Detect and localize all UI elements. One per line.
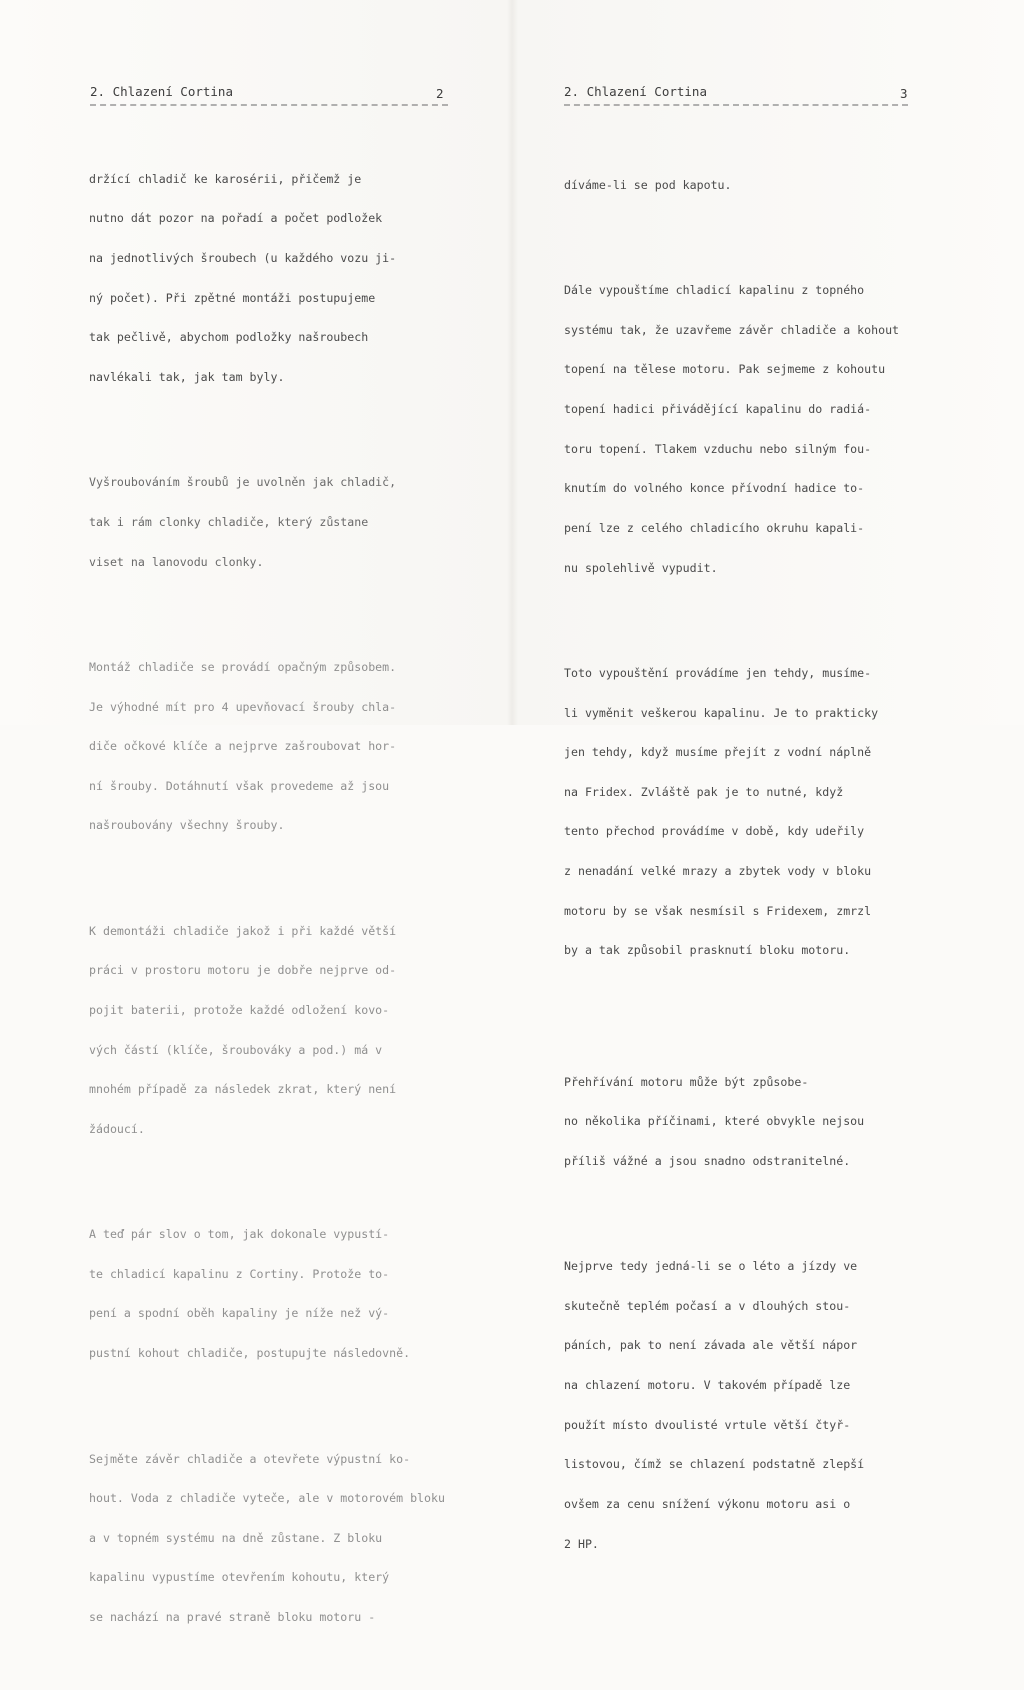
- text-line: Vyšroubováním šroubů je uvolněn jak chladič,: [89, 475, 397, 490]
- right-paragraph-5: [564, 1234, 899, 1577]
- text-line: by a tak způsobil prasknutí bloku motoru.: [564, 943, 851, 958]
- left-paragraph-6: [89, 1426, 445, 1650]
- text-line: tento přechod provádíme v době, kdy udeřily: [564, 824, 865, 839]
- text-line: li vyměnit veškerou kapalinu. Je to prakticky: [564, 705, 879, 720]
- left-paragraph-1: [89, 146, 445, 410]
- text-line: pojit baterii, protože každé odložení kovo-: [89, 1003, 390, 1017]
- text-line: páních, pak to není závada ale větší nápor: [564, 1338, 858, 1353]
- text-line: Toto vypouštění provádíme jen tehdy, musíme-: [564, 665, 872, 680]
- text-line: knutím do volného konce přívodní hadice to-: [564, 481, 865, 496]
- text-line: jen tehdy, když musíme přejít z vodní náplně: [564, 745, 872, 760]
- right-paragraph-4: [564, 1049, 899, 1194]
- text-line: a v topném systému na dně zůstane. Z bloku: [89, 1530, 383, 1545]
- right-page-number: 3: [900, 86, 908, 101]
- text-line: díváme-li se pod kapotu.: [564, 177, 732, 192]
- text-line: K demontáži chladiče jakož i při každé větší: [89, 923, 397, 938]
- text-line: pustní kohout chladiče, postupujte následovně.: [89, 1346, 411, 1361]
- text-line: na Fridex. Zvláště pak je to nutné, když: [564, 784, 844, 799]
- right-page-header: 2. Chlazení Cortina: [564, 84, 707, 99]
- left-paragraph-2: [89, 450, 445, 595]
- text-line: nu spolehlivě vypudit.: [564, 560, 718, 575]
- text-line: žádoucí.: [89, 1121, 145, 1136]
- text-line: diče očkové klíče a nejprve zašroubovat hor-: [89, 739, 397, 754]
- text-line: práci v prostoru motoru je dobře nejprve od-: [89, 963, 397, 978]
- text-line: tak i rám clonky chladiče, který zůstane: [89, 514, 369, 529]
- text-line: topení na tělese motoru. Pak sejmeme z kohoutu: [564, 362, 886, 377]
- text-line: hout. Voda z chladiče vyteče, ale v motorovém bloku: [89, 1491, 445, 1506]
- text-line: ní šrouby. Dotáhnutí však provedeme až jsou: [89, 778, 390, 793]
- left-page: [0, 0, 512, 1624]
- text-line: Přehřívání motoru může být způsobe-: [564, 1074, 809, 1089]
- text-line: no několika příčinami, které obvykle nejsou: [564, 1114, 865, 1129]
- text-line: kapalinu vypustíme otevřením kohoutu, který: [89, 1570, 390, 1585]
- text-line: držící chladič ke karosérii, přičemž je: [89, 171, 362, 186]
- text-line: A teď pár slov o tom, jak dokonale vypustí-: [89, 1227, 390, 1242]
- left-page-header: 2. Chlazení Cortina: [90, 84, 233, 99]
- text-line: tak pečlivě, abychom podložky našroubech: [89, 330, 369, 345]
- text-line: navlékali tak, jak tam byly.: [89, 369, 285, 384]
- right-page: [512, 0, 1024, 1551]
- left-page-number: 2: [436, 86, 444, 101]
- text-line: listovou, čímž se chlazení podstatně zlepší: [564, 1457, 865, 1472]
- left-paragraph-3: [89, 635, 445, 859]
- text-line: Sejměte závěr chladiče a otevřete výpustní ko-: [89, 1451, 411, 1466]
- left-header-rule: [90, 104, 448, 106]
- text-line: topení hadici přivádějící kapalinu do radiá-: [564, 402, 872, 417]
- right-header-rule: [564, 104, 908, 106]
- text-line: systému tak, že uzavřeme závěr chladiče a kohout: [564, 322, 900, 337]
- right-page-body: [564, 126, 899, 1617]
- text-line: na jednotlivých šroubech (u každého vozu ji-: [89, 251, 397, 266]
- text-line: našroubovány všechny šrouby.: [89, 818, 285, 833]
- text-line: Je výhodné mít pro 4 upevňovací šrouby chla-: [89, 699, 397, 714]
- text-line: vých částí (klíče, šroubováky a pod.) má v: [89, 1042, 383, 1057]
- right-paragraph-1: [564, 152, 899, 218]
- right-paragraph-3: [564, 641, 899, 984]
- text-line: skutečně teplém počasí a v dlouhých stou-: [564, 1298, 851, 1313]
- text-line: ný počet). Při zpětné montáži postupujeme: [89, 290, 376, 305]
- text-line: mnohém případě za následek zkrat, který není: [89, 1082, 397, 1097]
- text-line: Montáž chladiče se provádí opačným způsobem.: [89, 659, 397, 674]
- text-line: pení lze z celého chladicího okruhu kapali-: [564, 520, 865, 535]
- text-line: na chlazení motoru. V takovém případě lze: [564, 1378, 851, 1393]
- text-line: z nenadání velké mrazy a zbytek vody v bloku: [564, 863, 872, 878]
- text-line: použít místo dvoulisté vrtule větší čtyř-: [564, 1417, 851, 1432]
- text-line: 2 HP.: [564, 1536, 599, 1551]
- text-line: se nachází na pravé straně bloku motoru -: [89, 1609, 376, 1624]
- left-paragraph-5: [89, 1202, 445, 1387]
- left-page-body: [89, 120, 445, 1690]
- text-line: nutno dát pozor na pořadí a počet podložek: [89, 211, 383, 226]
- text-line: toru topení. Tlakem vzduchu nebo silným fou-: [564, 441, 872, 456]
- text-line: viset na lanovodu clonky.: [89, 554, 264, 569]
- text-line: motoru by se však nesmísil s Fridexem, zmrzl: [564, 903, 872, 918]
- text-line: Dále vypouštíme chladicí kapalinu z topného: [564, 283, 865, 298]
- text-line: te chladicí kapalinu z Cortiny. Protože to-: [89, 1266, 390, 1281]
- text-line: Nejprve tedy jedná-li se o léto a jízdy ve: [564, 1259, 858, 1274]
- right-paragraph-2: [564, 258, 899, 601]
- text-line: pení a spodní oběh kapaliny je níže než vý-: [89, 1306, 390, 1321]
- text-line: příliš vážné a jsou snadno odstranitelné.: [564, 1153, 851, 1168]
- left-paragraph-4: [89, 898, 445, 1162]
- text-line: ovšem za cenu snížení výkonu motoru asi o: [564, 1496, 851, 1511]
